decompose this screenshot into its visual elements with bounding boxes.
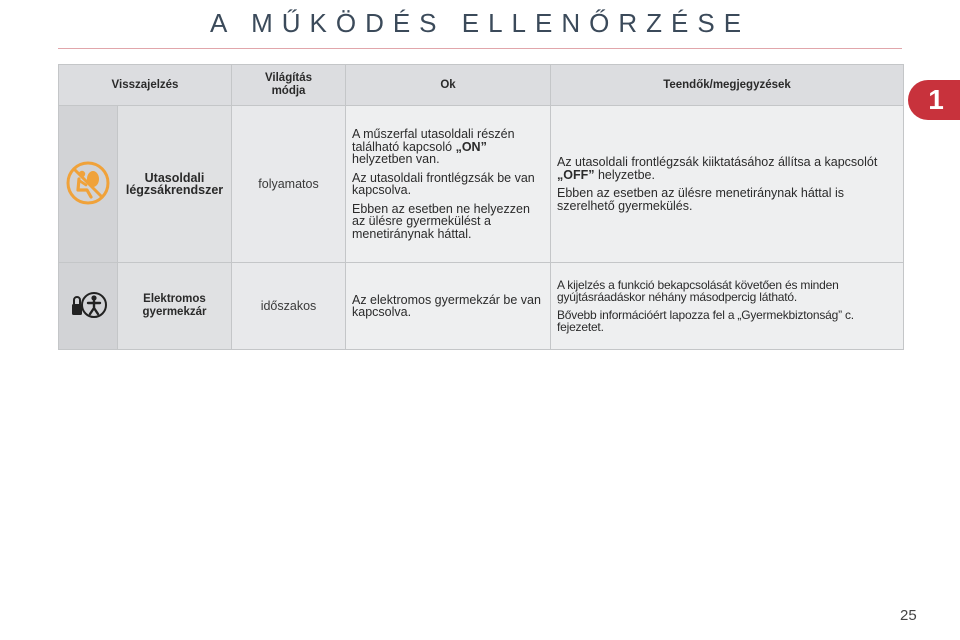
table-row <box>59 263 904 350</box>
cause-text: A műszerfal utasoldali részén található kapcsoló „ON” helyzetben van. Az utasoldali frontlégzsák be van kapcsolva. Ebben az esetben ne helyezzen az ülésre gyermekülést a menetiránynak háttal. <box>346 106 551 263</box>
action-text: Az utasoldali frontlégzsák kiiktatásához állítsa a kapcsolót „OFF” helyzetbe. Ebben az esetben az ülésre menetiránynak háttal is szerelhető gyermekülés. <box>551 106 904 263</box>
indicator-name: Utasoldali légzsákrendszer <box>118 106 232 263</box>
child-lock-icon <box>68 289 108 321</box>
cause-text: Az elektromos gyermekzár be van kapcsolva. <box>346 263 551 350</box>
indicator-icon-cell <box>59 263 118 350</box>
chapter-number: 1 <box>928 84 944 115</box>
passenger-airbag-off-icon <box>65 160 111 206</box>
action-text: A kijelzés a funkció bekapcsolását követően és minden gyújtásráadáskor néhány másodpercig látható. Bővebb információért lapozza fel a „Gyermekbiztonság” c. fejezetet. <box>551 263 904 350</box>
warning-lamps-table <box>58 64 904 350</box>
lighting-mode: folyamatos <box>232 106 346 263</box>
header-lighting: Világítás módja <box>232 65 346 106</box>
indicator-name: Elektromos gyermekzár <box>118 263 232 350</box>
header-action: Teendők/megjegyzések <box>551 65 904 106</box>
page-title: A MŰKÖDÉS ELLENŐRZÉSE <box>209 8 751 38</box>
indicator-icon-cell <box>59 106 118 263</box>
table-header-row <box>59 65 904 106</box>
lighting-mode: időszakos <box>232 263 346 350</box>
chapter-tab[interactable] <box>908 80 960 120</box>
title-divider <box>58 48 902 49</box>
header-indicator: Visszajelzés <box>59 65 232 106</box>
page-number: 25 <box>900 607 917 624</box>
table-row <box>59 106 904 263</box>
header-cause: Ok <box>346 65 551 106</box>
